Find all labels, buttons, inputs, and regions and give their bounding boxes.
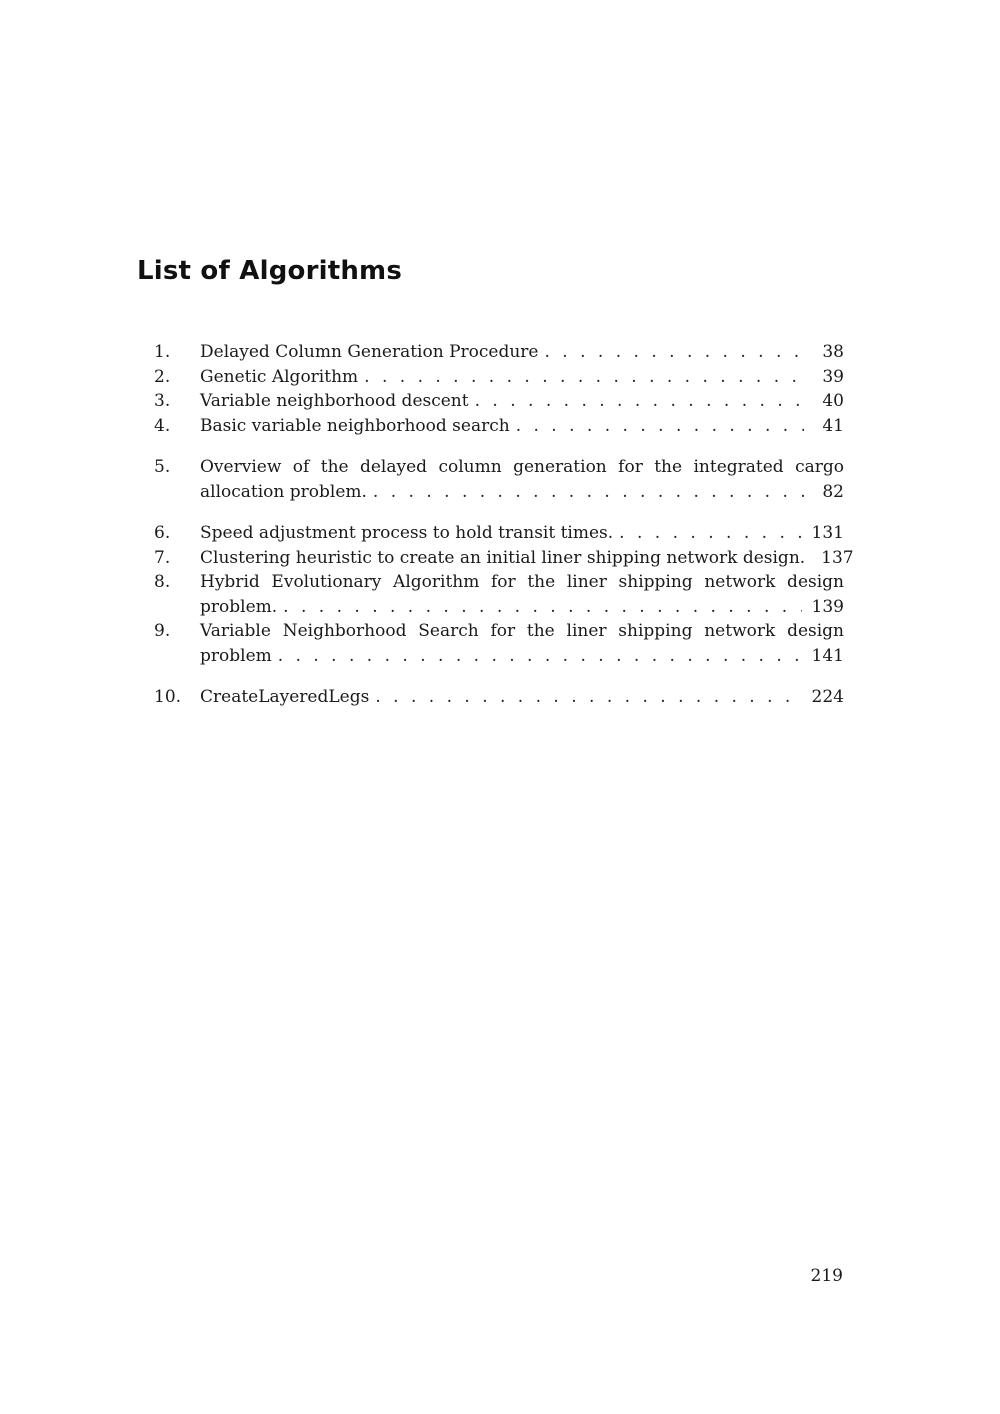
list-item: [154, 389, 844, 414]
dot-leader: [367, 480, 804, 505]
entry-page: 40: [822, 391, 844, 411]
dot-leader: [469, 389, 804, 414]
entry-number: 4.: [154, 415, 171, 436]
entry-page: 139: [811, 596, 844, 617]
entry-title: CreateLayeredLegs: [200, 687, 370, 707]
entry-number: 10.: [154, 687, 182, 707]
page-title: List of Algorithms: [137, 256, 403, 286]
entry-number: 8.: [154, 572, 171, 592]
dot-leader: [369, 685, 801, 710]
page-number: 219: [810, 1266, 843, 1286]
entry-page: 141: [811, 645, 844, 666]
list-item: [154, 521, 844, 546]
list-item: [154, 365, 844, 390]
entry-page: 131: [811, 523, 844, 543]
entry-page: 41: [822, 415, 844, 436]
entry-number: 1.: [154, 342, 171, 362]
dot-leader: [358, 365, 804, 390]
entry-page: 224: [811, 687, 844, 707]
entry-title: problem: [200, 645, 272, 666]
list-item: [154, 685, 844, 710]
entry-title: problem.: [200, 596, 278, 617]
entry-title: Speed adjustment process to hold transit times.: [200, 523, 614, 543]
entry-title: Basic variable neighborhood search: [200, 415, 510, 436]
entry-title-line: Hybrid Evolutionary Algorithm for the liner shipping network design: [200, 572, 844, 592]
entry-page: 39: [822, 366, 844, 387]
entry-page: 82: [822, 481, 844, 502]
list-item: [154, 546, 854, 571]
entry-number: 9.: [154, 621, 171, 641]
entry-number: 3.: [154, 391, 171, 411]
entry-page: 38: [822, 342, 844, 362]
entry-title-line: Overview of the delayed column generation for the integrated cargo: [200, 457, 844, 477]
entry-title: Clustering heuristic to create an initial liner shipping network design.: [200, 547, 806, 568]
list-item: [154, 414, 844, 439]
entry-title: Genetic Algorithm: [200, 366, 359, 387]
entry-number: 2.: [154, 366, 171, 387]
dot-leader: [613, 521, 801, 546]
dot-leader: [510, 414, 804, 439]
dot-leader: [538, 340, 804, 365]
list-item: [154, 455, 844, 504]
dot-leader: [272, 644, 802, 669]
entry-title: Delayed Column Generation Procedure: [200, 342, 539, 362]
list-item: [154, 340, 844, 365]
entry-number: 7.: [154, 547, 171, 568]
list-item: [154, 619, 844, 668]
dot-leader: [277, 595, 801, 620]
algorithm-list: [154, 340, 854, 710]
entry-number: 5.: [154, 457, 171, 477]
entry-title: allocation problem.: [200, 481, 367, 502]
entry-number: 6.: [154, 523, 171, 543]
entry-title-line: Variable Neighborhood Search for the liner shipping network design: [200, 621, 844, 641]
list-item: [154, 570, 844, 619]
entry-title: Variable neighborhood descent: [200, 391, 469, 411]
entry-page: 137: [821, 547, 854, 568]
